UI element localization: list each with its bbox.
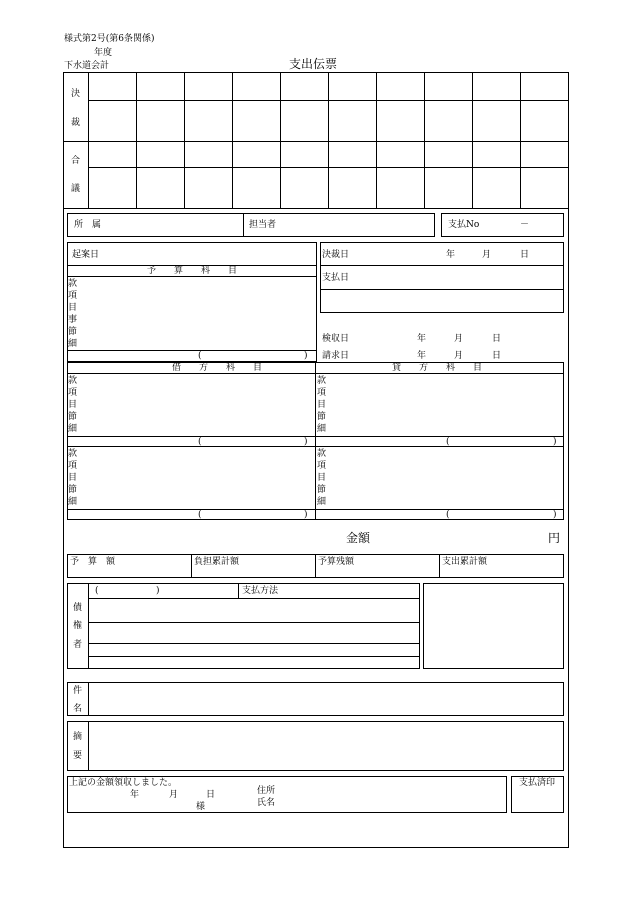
payment-method-label: 支払方法 bbox=[242, 586, 279, 596]
creditor-paren-close: ) bbox=[156, 586, 160, 596]
kari-paren-close-2: ) bbox=[304, 510, 308, 520]
receipt-address: 住所 bbox=[257, 786, 276, 796]
subject-label-2: 名 bbox=[73, 704, 83, 714]
yosan-kan-list: 款 項 目 事 節 細 bbox=[68, 279, 78, 349]
gougi-label-2: 議 bbox=[71, 184, 81, 194]
receipt-name: 氏名 bbox=[257, 798, 276, 808]
kenshu-day: 日 bbox=[492, 334, 502, 344]
receipt-sama: 様 bbox=[196, 802, 206, 812]
receipt-text: 上記の金額領収しました。 bbox=[69, 778, 178, 788]
yosan-paren-open: ( bbox=[198, 351, 202, 361]
kashi-kan-list-1: 款 項 目 節 細 bbox=[317, 376, 327, 434]
subject-label-1: 件 bbox=[73, 686, 83, 696]
yosan-paren-close: ) bbox=[304, 351, 308, 361]
fiscal-year-label: 年度 bbox=[94, 48, 113, 58]
kessai-day: 日 bbox=[520, 250, 530, 260]
seikyu-date-label: 請求日 bbox=[322, 351, 350, 361]
creditor-label-1: 債 bbox=[73, 603, 83, 613]
shishutsu-ruikei-label: 支出累計額 bbox=[442, 557, 488, 567]
form-number: 様式第2号(第6条関係) bbox=[64, 34, 155, 44]
shiharai-no-dash: － bbox=[520, 220, 530, 230]
kessai-year: 年 bbox=[446, 250, 456, 260]
seikyu-day: 日 bbox=[492, 351, 502, 361]
kian-box bbox=[67, 242, 317, 362]
kian-date-label: 起案日 bbox=[72, 250, 100, 260]
futan-ruikei-label: 負担累計額 bbox=[194, 557, 240, 567]
kashi-kan-list-2: 款 項 目 節 細 bbox=[317, 449, 327, 507]
amount-unit: 円 bbox=[548, 531, 561, 545]
creditor-side-box bbox=[423, 583, 564, 669]
kashi-paren-close-2: ) bbox=[553, 510, 557, 520]
gougi-label-1: 合 bbox=[71, 156, 81, 166]
kessai-month: 月 bbox=[482, 250, 492, 260]
creditor-label-2: 権 bbox=[73, 621, 83, 631]
tantousha-label: 担当者 bbox=[249, 220, 277, 230]
kenshu-date-label: 検収日 bbox=[322, 334, 350, 344]
summary-label-1: 摘 bbox=[73, 732, 83, 742]
yosan-zan-label: 予算残額 bbox=[318, 557, 355, 567]
kashi-kamoku-header: 貸 方 科 目 bbox=[392, 363, 483, 373]
kessai-date-label: 決裁日 bbox=[322, 250, 350, 260]
kashi-paren-open-1: ( bbox=[446, 437, 450, 447]
kashi-paren-open-2: ( bbox=[446, 510, 450, 520]
summary-label-2: 要 bbox=[73, 751, 83, 761]
amount-label: 金額 bbox=[346, 531, 371, 545]
kessai-label-1: 決 bbox=[71, 89, 81, 99]
yosan-kamoku-header: 予 算 科 目 bbox=[147, 266, 238, 276]
shiharai-no-label: 支払No bbox=[448, 220, 480, 230]
seikyu-year: 年 bbox=[417, 351, 427, 361]
page-title: 支出伝票 bbox=[289, 57, 338, 71]
paid-stamp-label: 支払済印 bbox=[519, 778, 556, 788]
kari-paren-close-1: ) bbox=[304, 437, 308, 447]
yosan-gaku-label: 予 算 額 bbox=[70, 557, 116, 567]
creditor-paren-open: ( bbox=[95, 586, 99, 596]
kari-kan-list-2: 款 項 目 節 細 bbox=[68, 449, 78, 507]
kari-paren-open-2: ( bbox=[198, 510, 202, 520]
kashi-paren-close-1: ) bbox=[553, 437, 557, 447]
kenshu-month: 月 bbox=[454, 334, 464, 344]
receipt-year: 年 bbox=[130, 790, 140, 800]
seikyu-month: 月 bbox=[454, 351, 464, 361]
creditor-label-3: 者 bbox=[73, 640, 83, 650]
receipt-month: 月 bbox=[169, 790, 179, 800]
subject-box bbox=[67, 682, 564, 716]
summary-box bbox=[67, 721, 564, 771]
kari-paren-open-1: ( bbox=[198, 437, 202, 447]
kessai-label-2: 裁 bbox=[71, 118, 81, 128]
kari-kan-list-1: 款 項 目 節 細 bbox=[68, 376, 78, 434]
receipt-day: 日 bbox=[206, 790, 216, 800]
kenshu-year: 年 bbox=[417, 334, 427, 344]
shozoku-label: 所 属 bbox=[74, 220, 102, 230]
kari-kamoku-header: 借 方 科 目 bbox=[172, 363, 263, 373]
account-label: 下水道会計 bbox=[64, 61, 110, 71]
shiharai-date-label: 支払日 bbox=[322, 273, 350, 283]
